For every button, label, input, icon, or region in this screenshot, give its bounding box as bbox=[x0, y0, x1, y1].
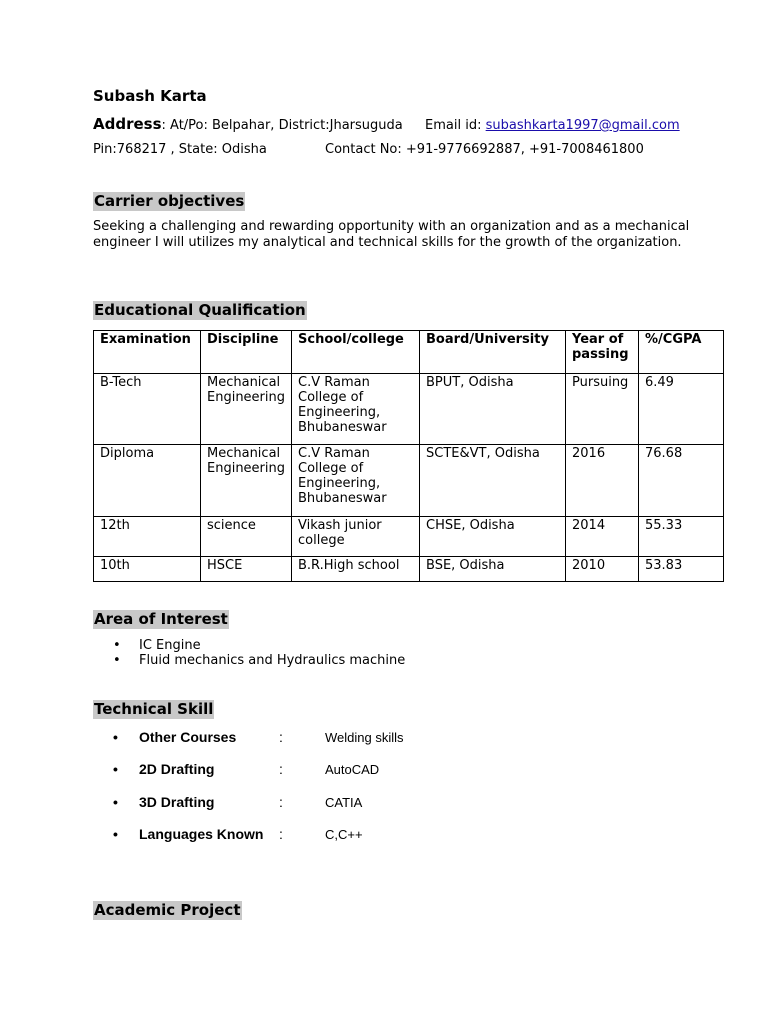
skill-row bbox=[113, 729, 473, 749]
table-cell: Mechanical Engineering bbox=[201, 374, 292, 445]
skill-label: Other Courses bbox=[139, 729, 237, 745]
column-header: Year of passing bbox=[566, 331, 639, 374]
table-cell: C.V Raman College of Engineering, Bhubaneswar bbox=[292, 445, 420, 517]
table-cell: Diploma bbox=[94, 445, 201, 517]
table-cell: BSE, Odisha bbox=[420, 557, 566, 582]
table-row bbox=[94, 557, 724, 582]
skill-label: Languages Known bbox=[139, 826, 264, 842]
table-cell: 10th bbox=[94, 557, 201, 582]
skill-value: C,C++ bbox=[325, 827, 363, 842]
table-cell: B-Tech bbox=[94, 374, 201, 445]
pin-state: Pin:768217 , State: Odisha bbox=[93, 142, 267, 157]
bullet-icon: • bbox=[113, 794, 118, 810]
table-cell: CHSE, Odisha bbox=[420, 517, 566, 557]
address-label: Address bbox=[93, 115, 162, 133]
table-header-row bbox=[94, 331, 724, 374]
table-cell: 6.49 bbox=[639, 374, 724, 445]
skill-row bbox=[113, 826, 473, 846]
skill-separator: : bbox=[279, 826, 283, 842]
skill-value: Welding skills bbox=[325, 730, 404, 745]
table-cell: Pursuing bbox=[566, 374, 639, 445]
carrier-objectives-heading: Carrier objectives bbox=[94, 192, 245, 210]
table-cell: HSCE bbox=[201, 557, 292, 582]
column-header: %/CGPA bbox=[639, 331, 724, 374]
table-cell: Mechanical Engineering bbox=[201, 445, 292, 517]
contact-number: Contact No: +91-9776692887, +91-7008461800 bbox=[325, 142, 644, 157]
table-cell: SCTE&VT, Odisha bbox=[420, 445, 566, 517]
table-cell: 55.33 bbox=[639, 517, 724, 557]
table-cell: Vikash junior college bbox=[292, 517, 420, 557]
table-cell: 2014 bbox=[566, 517, 639, 557]
skill-separator: : bbox=[279, 729, 283, 745]
skill-row bbox=[113, 794, 473, 814]
column-header: Board/University bbox=[420, 331, 566, 374]
list-item: • Fluid mechanics and Hydraulics machine bbox=[113, 653, 405, 668]
skill-value: AutoCAD bbox=[325, 762, 380, 777]
bullet-icon: • bbox=[113, 826, 118, 842]
bullet-icon: • bbox=[113, 761, 118, 777]
technical-skill-heading: Technical Skill bbox=[94, 700, 214, 718]
table-cell: 2016 bbox=[566, 445, 639, 517]
table-cell: science bbox=[201, 517, 292, 557]
skill-row bbox=[113, 761, 473, 781]
carrier-objectives-text: Seeking a challenging and rewarding opportunity with an organization and as a mechanical engineer I will utilizes my analytical and technical skills for the growth of the organization. bbox=[93, 219, 690, 250]
column-header: Discipline bbox=[201, 331, 292, 374]
table-cell: BPUT, Odisha bbox=[420, 374, 566, 445]
table-row bbox=[94, 445, 724, 517]
table-cell: 12th bbox=[94, 517, 201, 557]
skill-separator: : bbox=[279, 761, 283, 777]
education-heading: Educational Qualification bbox=[94, 301, 306, 319]
column-header: School/college bbox=[292, 331, 420, 374]
skill-label: 3D Drafting bbox=[139, 794, 215, 810]
interest-list bbox=[113, 638, 405, 668]
education-table bbox=[93, 330, 724, 582]
skill-value: CATIA bbox=[325, 795, 363, 810]
table-cell: B.R.High school bbox=[292, 557, 420, 582]
table-row bbox=[94, 374, 724, 445]
bullet-icon: • bbox=[113, 729, 118, 745]
candidate-name: Subash Karta bbox=[93, 87, 207, 105]
area-of-interest-heading: Area of Interest bbox=[94, 610, 228, 628]
table-row bbox=[94, 517, 724, 557]
pin-state-row bbox=[93, 142, 267, 157]
table-cell: 76.68 bbox=[639, 445, 724, 517]
address-value: : At/Po: Belpahar, District:Jharsuguda bbox=[161, 118, 403, 133]
address-row bbox=[93, 115, 680, 133]
skill-label: 2D Drafting bbox=[139, 761, 215, 777]
table-cell: C.V Raman College of Engineering, Bhubaneswar bbox=[292, 374, 420, 445]
table-cell: 53.83 bbox=[639, 557, 724, 582]
academic-project-heading: Academic Project bbox=[94, 901, 241, 919]
skill-separator: : bbox=[279, 794, 283, 810]
list-item: • IC Engine bbox=[113, 638, 405, 653]
contact-row bbox=[325, 142, 644, 157]
table-cell: 2010 bbox=[566, 557, 639, 582]
email-label: Email id: bbox=[425, 118, 482, 133]
column-header: Examination bbox=[94, 331, 201, 374]
email-link[interactable]: subashkarta1997@gmail.com bbox=[485, 118, 680, 133]
